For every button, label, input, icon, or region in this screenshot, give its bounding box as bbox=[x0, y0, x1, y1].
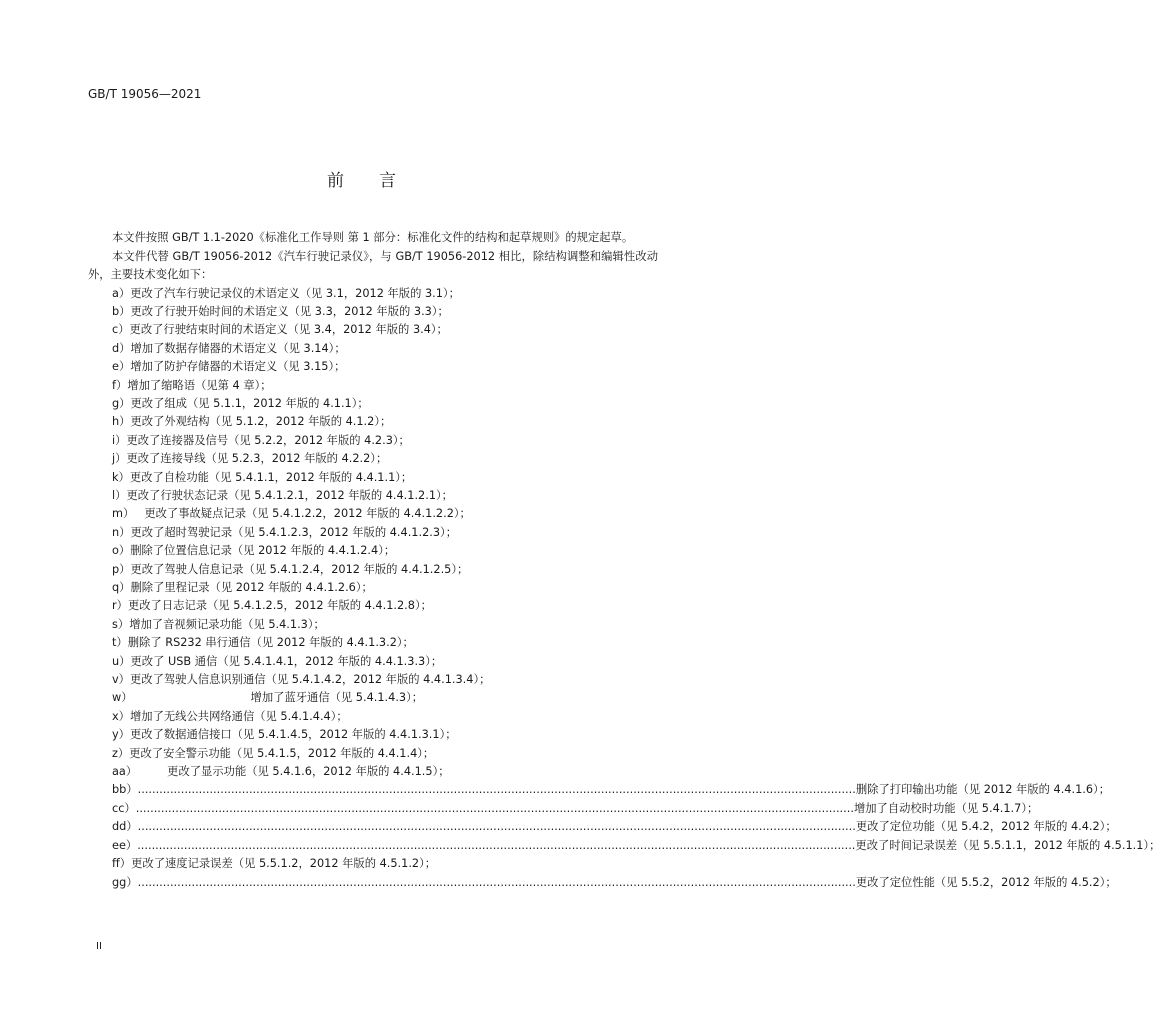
list-item-label: cc） bbox=[112, 801, 136, 815]
list-item-text: 更改了行驶状态记录（见 5.4.1.2.1，2012 年版的 4.4.1.2.1）； bbox=[126, 488, 453, 502]
list-item-label: f） bbox=[112, 378, 128, 392]
list-item-text: 更改了汽车行驶记录仪的术语定义（见 3.1，2012 年版的 3.1）； bbox=[130, 286, 460, 300]
list-item-label: ee） bbox=[112, 838, 138, 852]
list-item-text: 更改了外观结构（见 5.1.2，2012 年版的 4.1.2）； bbox=[130, 415, 392, 429]
list-item-label: c） bbox=[112, 323, 130, 337]
list-item bbox=[88, 874, 1117, 892]
list-item bbox=[88, 837, 1160, 855]
list-item-text: 删除了打印输出功能（见 2012 年版的 4.4.1.6）； bbox=[855, 783, 1110, 797]
list-item-label: d） bbox=[112, 341, 131, 355]
list-item bbox=[88, 303, 658, 321]
list-item-label: m） bbox=[112, 507, 135, 521]
list-item bbox=[88, 358, 658, 376]
list-item-label: j） bbox=[112, 452, 127, 466]
list-item-label: aa） bbox=[112, 765, 138, 779]
dot-leader: ........................................................................................................................................................................................................ bbox=[137, 875, 856, 889]
page-title-part2: 言 bbox=[379, 171, 397, 191]
list-item-text: 更改了连接导线（见 5.2.3，2012 年版的 4.2.2）； bbox=[126, 452, 388, 466]
list-item bbox=[88, 561, 658, 579]
list-item bbox=[88, 708, 658, 726]
list-item-text: 更改了数据通信接口（见 5.4.1.4.5，2012 年版的 4.4.1.3.1）； bbox=[129, 728, 457, 742]
list-item-text: 增加了蓝牙通信（见 5.4.1.4.3）； bbox=[250, 691, 424, 705]
list-item-label: g） bbox=[112, 396, 131, 410]
list-item-text: 更改了组成（见 5.1.1，2012 年版的 4.1.1）； bbox=[130, 396, 369, 410]
list-item-label: e） bbox=[112, 360, 131, 374]
list-item-text: 增加了自动校时功能（见 5.4.1.7）； bbox=[853, 801, 1039, 815]
list-item-text: 更改了行驶开始时间的术语定义（见 3.3，2012 年版的 3.3）； bbox=[130, 304, 449, 318]
paragraph-replacement-statement: 本文件代替 GB/T 19056-2012《汽车行驶记录仪》，与 GB/T 19056-2012 相比，除结构调整和编辑性改动外，主要技术变化如下： bbox=[88, 249, 658, 281]
list-item-text: 更改了日志记录（见 5.4.1.2.5，2012 年版的 4.4.1.2.8）； bbox=[127, 599, 432, 613]
list-item bbox=[88, 726, 658, 744]
list-item-text: 更改了定位性能（见 5.5.2，2012 年版的 4.5.2）； bbox=[855, 875, 1117, 889]
list-item-label: y） bbox=[112, 728, 130, 742]
list-item-text: 更改了驾驶人信息识别通信（见 5.4.1.4.2，2012 年版的 4.4.1.3.4）； bbox=[129, 673, 491, 687]
list-item bbox=[88, 855, 658, 873]
list-item-text: 更改了定位功能（见 5.4.2，2012 年版的 4.4.2）； bbox=[855, 820, 1117, 834]
list-item bbox=[88, 671, 658, 689]
technical-changes-list bbox=[88, 285, 1160, 892]
list-item-text: 更改了连接器及信号（见 5.2.2，2012 年版的 4.2.3）； bbox=[126, 433, 410, 447]
list-item-text: 更改了速度记录误差（见 5.5.1.2，2012 年版的 4.5.1.2）； bbox=[131, 857, 437, 871]
list-item-label: u） bbox=[112, 654, 131, 668]
list-item-text: 增加了缩略语（见第 4 章）； bbox=[127, 378, 272, 392]
list-item bbox=[88, 321, 658, 339]
list-item-text: 删除了位置信息记录（见 2012 年版的 4.4.1.2.4）； bbox=[130, 544, 396, 558]
dot-leader: ........................................................................................................................................................................................................ bbox=[137, 820, 856, 834]
paragraph-drafting-rules: 本文件按照 GB/T 1.1-2020《标准化工作导则 第 1 部分：标准化文件的结构和起草规则》的规定起草。 bbox=[112, 231, 634, 244]
list-item bbox=[88, 653, 658, 671]
list-item bbox=[88, 413, 658, 431]
list-item bbox=[88, 469, 658, 487]
list-item-label: i） bbox=[112, 433, 127, 447]
list-item-label: q） bbox=[112, 581, 131, 594]
list-item-label: dd） bbox=[112, 820, 138, 834]
list-item bbox=[88, 597, 658, 615]
list-item-label: ff） bbox=[112, 857, 132, 871]
list-item-text: 更改了安全警示功能（见 5.4.1.5，2012 年版的 4.4.1.4）； bbox=[129, 746, 435, 760]
list-item-text: 更改了自检功能（见 5.4.1.1，2012 年版的 4.4.1.1）； bbox=[129, 470, 413, 484]
foreword-body bbox=[88, 229, 1160, 892]
list-item-label: p） bbox=[112, 562, 131, 576]
standard-number: GB/T 19056—2021 bbox=[88, 87, 202, 101]
list-item-label: t） bbox=[112, 636, 128, 650]
list-item-label: a） bbox=[112, 286, 131, 300]
list-item-text: 更改了时间记录误差（见 5.5.1.1，2012 年版的 4.5.1.1）； bbox=[855, 838, 1160, 852]
list-item bbox=[88, 450, 658, 468]
list-item-text: 删除了里程记录（见 2012 年版的 4.4.1.2.6）； bbox=[130, 581, 373, 594]
list-item-text: 增加了音视频记录功能（见 5.4.1.3）； bbox=[129, 617, 325, 631]
list-item-text: 更改了事故疑点记录（见 5.4.1.2.2，2012 年版的 4.4.1.2.2）； bbox=[144, 507, 471, 521]
list-item-label: b） bbox=[112, 304, 131, 318]
list-item-label: n） bbox=[112, 525, 131, 539]
list-item bbox=[88, 542, 658, 560]
list-item bbox=[88, 745, 658, 763]
list-item-label: h） bbox=[112, 415, 131, 429]
list-item bbox=[88, 634, 658, 652]
list-item-text: 增加了防护存储器的术语定义（见 3.15）； bbox=[130, 360, 346, 374]
page-title-part1: 前 bbox=[327, 171, 345, 191]
list-item bbox=[88, 818, 1117, 836]
list-item-label: gg） bbox=[112, 875, 138, 889]
list-item-label: s） bbox=[112, 617, 130, 631]
dot-leader: ........................................................................................................................................................................................................ bbox=[137, 838, 856, 852]
list-item bbox=[88, 616, 658, 634]
list-item bbox=[88, 340, 658, 358]
list-item-label: o） bbox=[112, 544, 131, 558]
list-item-label: r） bbox=[112, 599, 128, 613]
list-item bbox=[88, 689, 658, 707]
list-item bbox=[88, 800, 1039, 818]
list-item bbox=[88, 487, 658, 505]
list-item-text: 更改了行驶结束时间的术语定义（见 3.4，2012 年版的 3.4）； bbox=[129, 323, 448, 337]
list-item-text: 更改了 USB 通信（见 5.4.1.4.1，2012 年版的 4.4.1.3.3）； bbox=[130, 654, 443, 668]
list-item-text: 增加了数据存储器的术语定义（见 3.14）； bbox=[130, 341, 346, 355]
list-item-label: w） bbox=[112, 691, 133, 705]
list-item bbox=[88, 524, 658, 542]
list-item bbox=[88, 579, 658, 597]
list-item bbox=[88, 285, 658, 303]
dot-leader: ........................................................................................................................................................................................................ bbox=[137, 783, 856, 797]
list-item-label: bb） bbox=[112, 783, 138, 797]
list-item bbox=[88, 395, 658, 413]
list-item-label: x） bbox=[112, 709, 130, 723]
list-item-label: l） bbox=[112, 488, 127, 502]
list-item-label: v） bbox=[112, 673, 130, 687]
list-item-text: 删除了 RS232 串行通信（见 2012 年版的 4.4.1.3.2）； bbox=[127, 636, 414, 650]
list-item-text: 更改了驾驶人信息记录（见 5.4.1.2.4，2012 年版的 4.4.1.2.5）； bbox=[130, 562, 469, 576]
page-title bbox=[0, 166, 724, 191]
dot-leader: ........................................................................................................................................................................................................ bbox=[135, 801, 854, 815]
list-item bbox=[88, 763, 658, 781]
list-item bbox=[88, 505, 658, 523]
list-item bbox=[88, 781, 1110, 799]
page-number: II bbox=[96, 941, 102, 952]
list-item bbox=[88, 432, 658, 450]
list-item-label: k） bbox=[112, 470, 130, 484]
list-item-text: 更改了超时驾驶记录（见 5.4.1.2.3，2012 年版的 4.4.1.2.3）； bbox=[130, 525, 457, 539]
list-item-label: z） bbox=[112, 746, 130, 760]
list-item bbox=[88, 377, 658, 395]
list-item-text: 增加了无线公共网络通信（见 5.4.1.4.4）； bbox=[129, 709, 348, 723]
list-item-text: 更改了显示功能（见 5.4.1.6，2012 年版的 4.4.1.5）； bbox=[167, 765, 450, 779]
